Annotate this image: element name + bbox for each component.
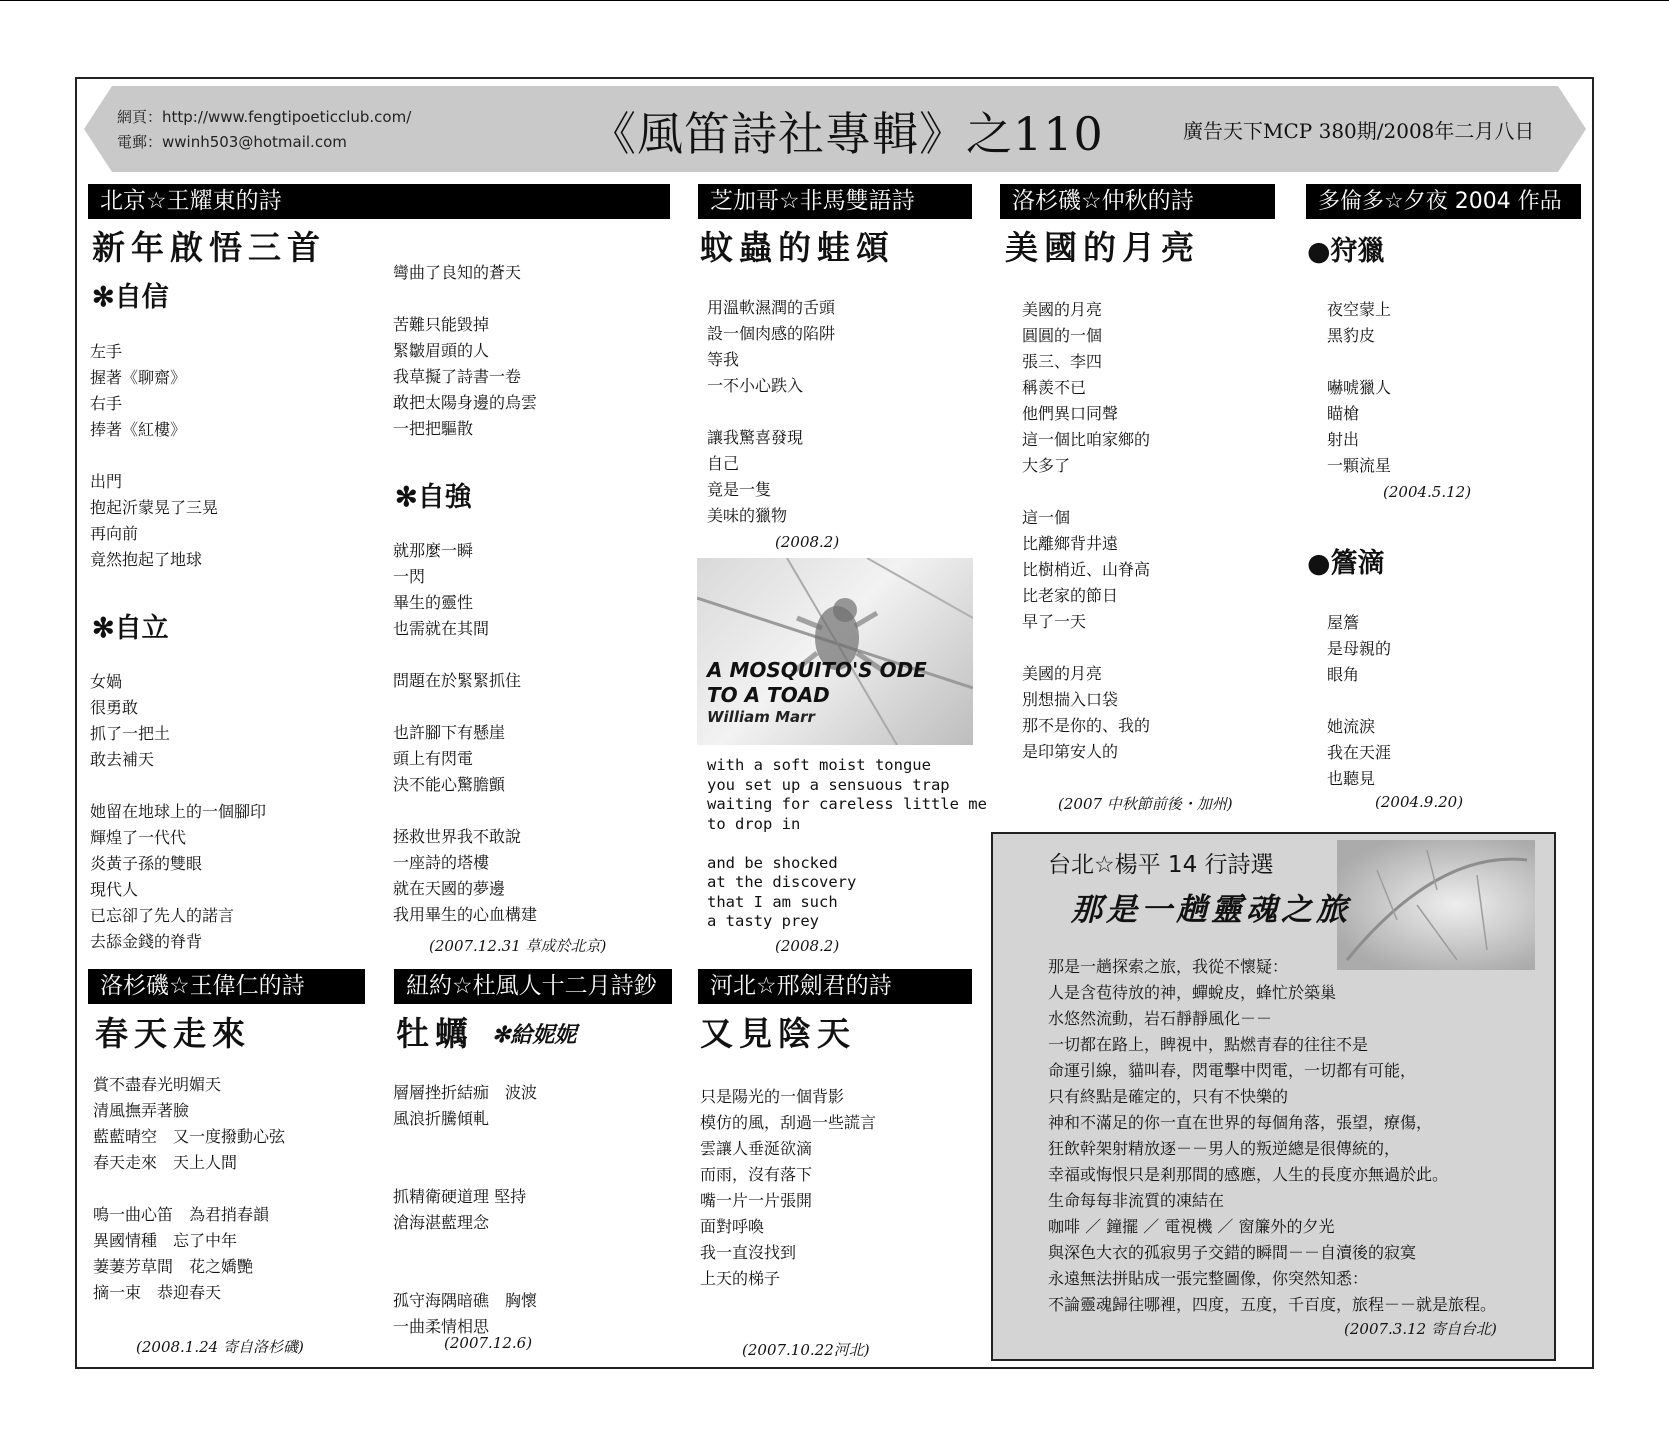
poem-date: (2007.12.31 草成於北京) xyxy=(429,937,607,955)
poem-title: 春天走來 xyxy=(95,1014,251,1053)
poem-subtitle: ✻自強 xyxy=(395,482,472,513)
website-text: 網頁：http://www.fengtipoeticclub.com/ xyxy=(117,108,412,126)
leaf-icon xyxy=(1337,840,1535,970)
poem-subtitle: ●簷滴 xyxy=(1307,548,1385,579)
image-author: William Marr xyxy=(707,708,815,726)
poem-date: (2007.3.12 寄自台北) xyxy=(1344,1320,1497,1338)
section-heading-la-midautumn: 洛杉磯☆仲秋的詩 xyxy=(1000,184,1275,219)
poem-title: 又見陰天 xyxy=(700,1014,856,1053)
header-contacts xyxy=(117,105,411,155)
poem-date: (2008.2) xyxy=(775,533,840,551)
poem-body: 美國的月亮 圓圓的一個 張三、李四 稱羨不已 他們異口同聲 這一個比咱家鄉的 大多了 這一個 比離鄉背井遠 比樹梢近、山脊高 比老家的節日 早了一天 美國的月亮 別想揣入口袋 那不是你的、我的 是印第安人的 xyxy=(1022,300,1151,761)
section-heading-taipei: 台北☆楊平 14 行詩選 xyxy=(1048,852,1274,878)
section-heading-toronto: 多倫多☆夕夜 2004 作品 xyxy=(1306,184,1581,219)
issue-info: 廣告天下MCP 380期/2008年二月八日 xyxy=(1183,119,1535,143)
poem-body: 那是一趟探索之旅，我從不懷疑： 人是含苞待放的神，蟬蛻皮，蜂忙於築巢 水悠然流動，岩石靜靜風化－－ 一切都在路上，睥視中，點燃青春的往往不是 命運引線，貓叫春，閃電擊中閃電，一切都有可能， 只有終點是確定的，只有不快樂的 神和不滿足的你一直在世界的每個角落，張望，療傷， 狂飲幹架射精放逐－－男人的叛逆總是很傳統的， 幸福或悔恨只是剎那間的感應，人生的長度亦無過於此。 生命每每非流質的凍結在 咖啡 ／ 鐘擺 ／ 電視機 ／ 窗簾外的夕光 與深色大衣的孤寂男子交錯的瞬間－－自瀆後的寂寞 永遠無法拼貼成一張完整圖像，你突然知悉： 不論靈魂歸往哪裡，四度，五度，千百度，旅程－－就是旅程。 xyxy=(1048,957,1497,1314)
poem-date: (2004.9.20) xyxy=(1375,793,1464,811)
email-text: 電郵：wwinh503@hotmail.com xyxy=(117,133,347,151)
section-heading-hebei: 河北☆邢劍君的詩 xyxy=(698,969,972,1004)
poem-date: (2007.10.22河北) xyxy=(742,1341,870,1359)
poem-body: 左手 握著《聊齋》 右手 捧著《紅樓》 出門 抱起沂蒙晃了三晃 再向前 竟然抱起了地球 xyxy=(90,342,219,569)
section-heading-chicago: 芝加哥☆非馬雙語詩 xyxy=(698,184,972,219)
poem-title: 那是一趟靈魂之旅 xyxy=(1071,892,1351,928)
section-heading-newyork: 紐約☆杜風人十二月詩鈔 xyxy=(394,969,672,1004)
section-heading-la-wang: 洛杉磯☆王偉仁的詩 xyxy=(88,969,365,1004)
poem-body: 層層挫折結痂 波波 風浪折騰傾軋 抓精衛硬道理 堅持 滄海湛藍理念 孤守海隅暗礁 胸懷 一曲柔情相思 xyxy=(393,1083,538,1336)
poem-body: 屋簷 是母親的 眼角 她流淚 我在天涯 也聽見 xyxy=(1327,613,1392,788)
poem-body: 用溫軟濕潤的舌頭 設一個肉感的陷阱 等我 一不小心跌入 讓我驚喜發現 自己 竟是一隻 美味的獵物 xyxy=(707,298,836,525)
poem-subtitle: ●狩獵 xyxy=(1307,236,1385,267)
poem-title: 牡蠣 xyxy=(396,1014,474,1053)
image-title: A MOSQUITO'S ODE TO A TOAD xyxy=(707,658,927,707)
page-title: 《風笛詩社專輯》之110 xyxy=(590,107,1104,161)
poem-dedication: ✻給妮妮 xyxy=(492,1022,577,1048)
poem-body: 夜空蒙上 黑豹皮 嚇唬獵人 瞄槍 射出 一顆流星 xyxy=(1327,300,1392,475)
section-heading-beijing: 北京☆王耀東的詩 xyxy=(88,184,670,219)
poem-date: (2004.5.12) xyxy=(1383,483,1472,501)
poem-date: (2008.1.24 寄自洛杉磯) xyxy=(136,1338,304,1356)
english-poem: with a soft moist tongue you set up a sensuous trap waiting for careless little me to drop in and be shocked at the discovery that I am such a tasty prey xyxy=(707,756,987,930)
poem-body: 彎曲了良知的蒼天 苦難只能毀掉 緊皺眉頭的人 我草擬了詩書一卷 敢把太陽身邊的烏雲 一把把驅散 xyxy=(393,263,538,438)
poem-date: (2007.12.6) xyxy=(444,1334,533,1352)
top-rule xyxy=(0,0,1669,1)
poem-subtitle: ✻自立 xyxy=(92,613,169,644)
poem-body: 賞不盡春光明媚天 清風撫弄著臉 藍藍晴空 又一度撥動心弦 春天走來 天上人間 鳴一曲心笛 為君捎春韻 異國情種 忘了中年 萋萋芳草間 花之嬌艷 摘一束 恭迎春天 xyxy=(93,1075,286,1302)
poem-body: 只是陽光的一個背影 模仿的風，刮過一些謊言 雲讓人垂涎欲滴 而雨，沒有落下 嘴一片一片張開 面對呼喚 我一直沒找到 上天的梯子 xyxy=(700,1087,877,1288)
poem-subtitle: ✻自信 xyxy=(92,282,169,313)
poem-title: 新年啟悟三首 xyxy=(92,228,326,267)
poem-title: 蚊蟲的蛙頌 xyxy=(700,228,895,267)
poem-title: 美國的月亮 xyxy=(1005,228,1200,267)
poem-body: 女媧 很勇敢 抓了一把土 敢去補天 她留在地球上的一個腳印 輝煌了一代代 炎黃子孫的雙眼 現代人 已忘卻了先人的諾言 去舔金錢的脊背 xyxy=(90,672,267,951)
poem-date: (2008.2) xyxy=(775,937,840,955)
frog-illustration xyxy=(697,558,973,745)
poem-body: 就那麼一瞬 一閃 畢生的靈性 也需就在其間 問題在於緊緊抓住 也許腳下有懸崖 頭上有閃電 決不能心驚膽顫 拯救世界我不敢說 一座詩的塔樓 就在天國的夢邊 我用畢生的心血構建 xyxy=(393,541,538,924)
poem-date: (2007 中秋節前後・加州) xyxy=(1058,795,1233,813)
